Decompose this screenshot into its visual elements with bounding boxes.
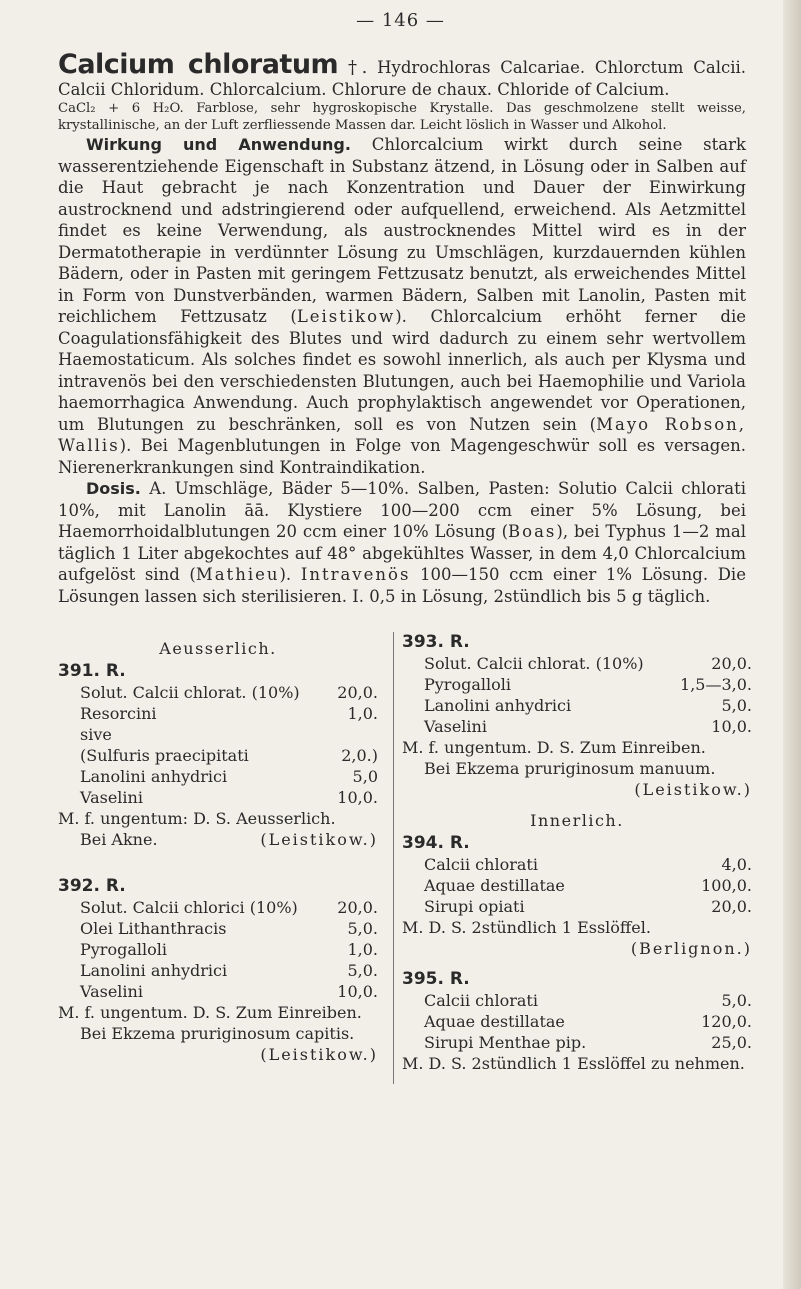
ingredient-row: Lanolini anhydrici 5,0. [424,696,752,715]
left-column [58,632,378,1075]
entry-title: Calcium chloratum [58,49,339,80]
ingredient-row: Calcii chlorati 4,0. [424,855,752,874]
ingredient-row: (Sulfuris praecipitati 2,0.) [80,746,378,765]
formula-description: CaCl₂ + 6 H₂O. Farblose, sehr hygroskopische Krystalle. Das geschmolzene stellt weisse, krystallinische, an der Luft zerfliessende Massen dar. Leicht löslich in Wasser und Alkohol. [58,101,746,133]
rx-use: Bei Ekzema pruriginosum manuum. [424,759,716,778]
rx-author: (Berlignon.) [630,939,752,958]
page-number: — 146 — [356,10,445,31]
page-edge-shadow [783,0,801,1289]
wirkung-heading: Wirkung und Anwendung. [86,135,351,154]
rx-number: 394. R. [402,833,470,853]
section-aeusserlich: Aeusserlich. [159,639,277,658]
ingredient-row: Vaselini 10,0. [424,717,752,736]
wirkung-author-1: Leistikow [296,307,396,326]
rx-number: 395. R. [402,969,470,989]
ingredient-row: Pyrogalloli 1,0. [80,940,378,959]
section-innerlich: Innerlich. [530,811,624,830]
ingredient-row: Vaselini 10,0. [80,788,378,807]
rx-use: Bei Ekzema pruriginosum capitis. [80,1024,355,1043]
ingredient-row: Olei Lithanthracis 5,0. [80,919,378,938]
dosis-text-4: 100—150 ccm einer 1% Lösung. Die Lösungen lassen sich sterilisieren. I. 0,5 in Lösung, 2stündlich bis 5 g täglich. [58,565,746,606]
main-text [58,49,747,607]
rx-note: M. D. S. 2stündlich 1 Esslöffel zu nehmen. [402,1054,745,1073]
dosis-text-1: A. Umschläge, Bäder 5—10%. Salben, Pasten: Solutio Calcii chlorati 10%, mit Lanolin āā. Klystiere 100—200 ccm einer 5% Lösung, bei Haemorrhoidalblutungen 20 ccm einer 10% Lösung ( [58,479,746,541]
prescriptions [58,632,752,1252]
rx-note: M. f. ungentum. D. S. Zum Einreiben. [402,738,706,757]
dosis-paragraph [58,478,746,607]
rx-note: M. f. ungentum: D. S. Aeusserlich. [58,809,336,828]
rx-author: (Leistikow.) [260,1045,378,1064]
dagger-mark: †. [348,57,368,78]
wirkung-text-3: ). Bei Magenblutungen in Folge von Magengeschwür soll es versagen. Nierenerkrankungen sind Kontraindikation. [58,436,746,477]
wirkung-text-2: ). Chlorcalcium erhöht ferner die Coagulationsfähigkeit des Blutes und wird dadurch zu einem sehr wertvollem Haemostaticum. Als solches findet es sowohl innerlich, als auch per Klysma und intravenös bei den verschiedensten Blutungen, auch bei Haemophilie und Variola haemorrhagica Anwendung. Auch prophylaktisch angewendet vor Operationen, um Blutungen zu beschränken, soll es von Nutzen sein ( [58,307,746,434]
wirkung-author-2: Mayo Robson, Wallis [58,414,747,455]
rx-use-line: Bei Akne. (Leistikow.) [80,830,378,849]
prescription-393 [402,632,752,800]
rx-number: 393. R. [402,632,470,652]
synonyms: Hydrochloras Calcariae. Chlorctum Calcii. Calcii Chloridum. Chlorcalcium. Chlorure de chaux. Chloride of Calcium. [58,58,747,99]
prescription-391 [58,661,378,850]
rx-note: M. f. ungentum. D. S. Zum Einreiben. [58,1003,362,1022]
entry-header [58,49,747,100]
ingredient-row: Vaselini 10,0. [80,982,378,1001]
ingredient-row: Lanolini anhydrici 5,0 [80,767,378,786]
ingredient-row: Solut. Calcii chlorici (10%) 20,0. [80,898,378,917]
prescription-394 [402,833,752,959]
wirkung-text-1: Chlorcalcium wirkt durch seine stark wasserentziehende Eigenschaft in Substanz ätzend, in Lösung oder in Salben auf die Haut gebracht je nach Konzentration und Dauer der Einwirkung austrocknend und adstringierend oder aufquellend, erweichend. Als Aetzmittel findet es keine Verwendung, als austrocknendes Mittel wird es in der Dermatotherapie in verdünnter Lösung zu Umschlägen, kurzdauernden kühlen Bädern, oder in Pasten mit geringem Fettzusatz benutzt, als erweichendes Mittel in Form von Dunstverbänden, warmen Bädern, Salben mit Lanolin, Pasten mit reichlichem Fettzusatz ( [58,135,746,326]
dosis-text-3: ). [279,565,301,584]
ingredient-row: sive [80,725,112,744]
rx-number: 392. R. [58,876,126,896]
dosis-author-1: Boas [508,522,557,541]
intravenous-label: Intravenös [300,565,411,584]
rx-author: (Leistikow.) [634,780,752,799]
prescription-392 [58,876,378,1065]
dosis-text-2: ), bei Typhus 1—2 mal täglich 1 Liter abgekochtes auf 48° abgekühltes Wasser, in dem 4,0 Chlorcalcium aufgelöst sind ( [58,522,746,584]
dosis-heading: Dosis. [86,479,141,498]
ingredient-row: Sirupi opiati 20,0. [424,897,752,916]
dosis-author-2: Mathieu [195,565,280,584]
wirkung-paragraph [58,134,746,478]
ingredient-row: Resorcini 1,0. [80,704,378,723]
rx-note: M. D. S. 2stündlich 1 Esslöffel. [402,918,651,937]
ingredient-row: Pyrogalloli 1,5—3,0. [424,675,752,694]
ingredient-row: Lanolini anhydrici 5,0. [80,961,378,980]
prescription-395 [402,969,752,1074]
ingredient-row: Calcii chlorati 5,0. [424,991,752,1010]
right-column [393,632,752,1084]
ingredient-row: Aquae destillatae 120,0. [424,1012,752,1031]
ingredient-row: Sirupi Menthae pip. 25,0. [424,1033,752,1052]
ingredient-row: Aquae destillatae 100,0. [424,876,752,895]
ingredient-row: Solut. Calcii chlorat. (10%) 20,0. [424,654,752,673]
rx-number: 391. R. [58,661,126,681]
ingredient-row: Solut. Calcii chlorat. (10%) 20,0. [80,683,378,702]
